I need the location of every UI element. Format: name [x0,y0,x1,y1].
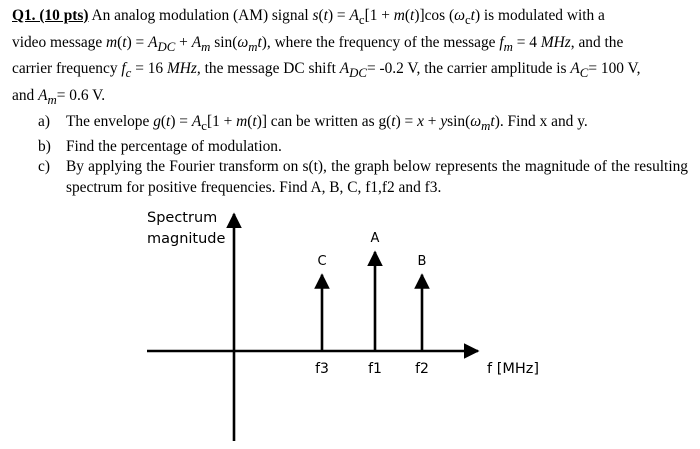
part-a-label: a) [38,113,50,130]
y-axis-label-line-1: Spectrum [147,210,218,226]
impulses-group [315,231,429,377]
part-c-label: c) [38,158,50,176]
question-title: Q1. (10 pts) [12,7,89,24]
part-b-label: b) [38,137,51,155]
y-axis-label-line-2: magnitude [147,231,226,247]
part-c-text: By applying the Fourier transform on s(t), the graph below represents the magnitude of the resulting spectrum for positive frequencies. Find A, B, C, f1,f2 and f3. [66,158,688,196]
part-a-text: The envelope $g(t) = A_c[1 + m(t)]$ can be written as $g(t) = x + ysin(\omega_mt)$. Find x and y. [66,113,588,134]
impulse-label-f2: B [417,253,427,269]
tick-label-f1: f1 [368,361,382,377]
tick-label-f2: f2 [415,361,429,377]
impulse-label-f1: A [370,231,380,246]
impulse-label-f3: C [317,253,327,269]
question-line-2: video message $m(t) = A_{DC} + A_m$ $\sin(\omega_mt)$, where the frequency of the message $f_m = 4$ MHz, and the [12,33,624,54]
part-b-text: Find the percentage of modulation. [66,137,282,155]
question-line-4: and $A_m= 0.6$ V. [12,86,106,107]
tick-label-f3: f3 [315,361,329,377]
question-line-1: An analog modulation (AM) signal $s(t) = A_c[1 + m(t)]\cos$ $(\omega_ct)$ is modulated with a [88,7,605,28]
x-axis-label: f [MHz] [487,361,540,377]
question-line-3: carrier frequency $f_c = 16$ MHz, the message DC shift $A_{DC}= -0.2$ V, the carrier amplitude is $A_C= 100$ V, [12,60,641,81]
